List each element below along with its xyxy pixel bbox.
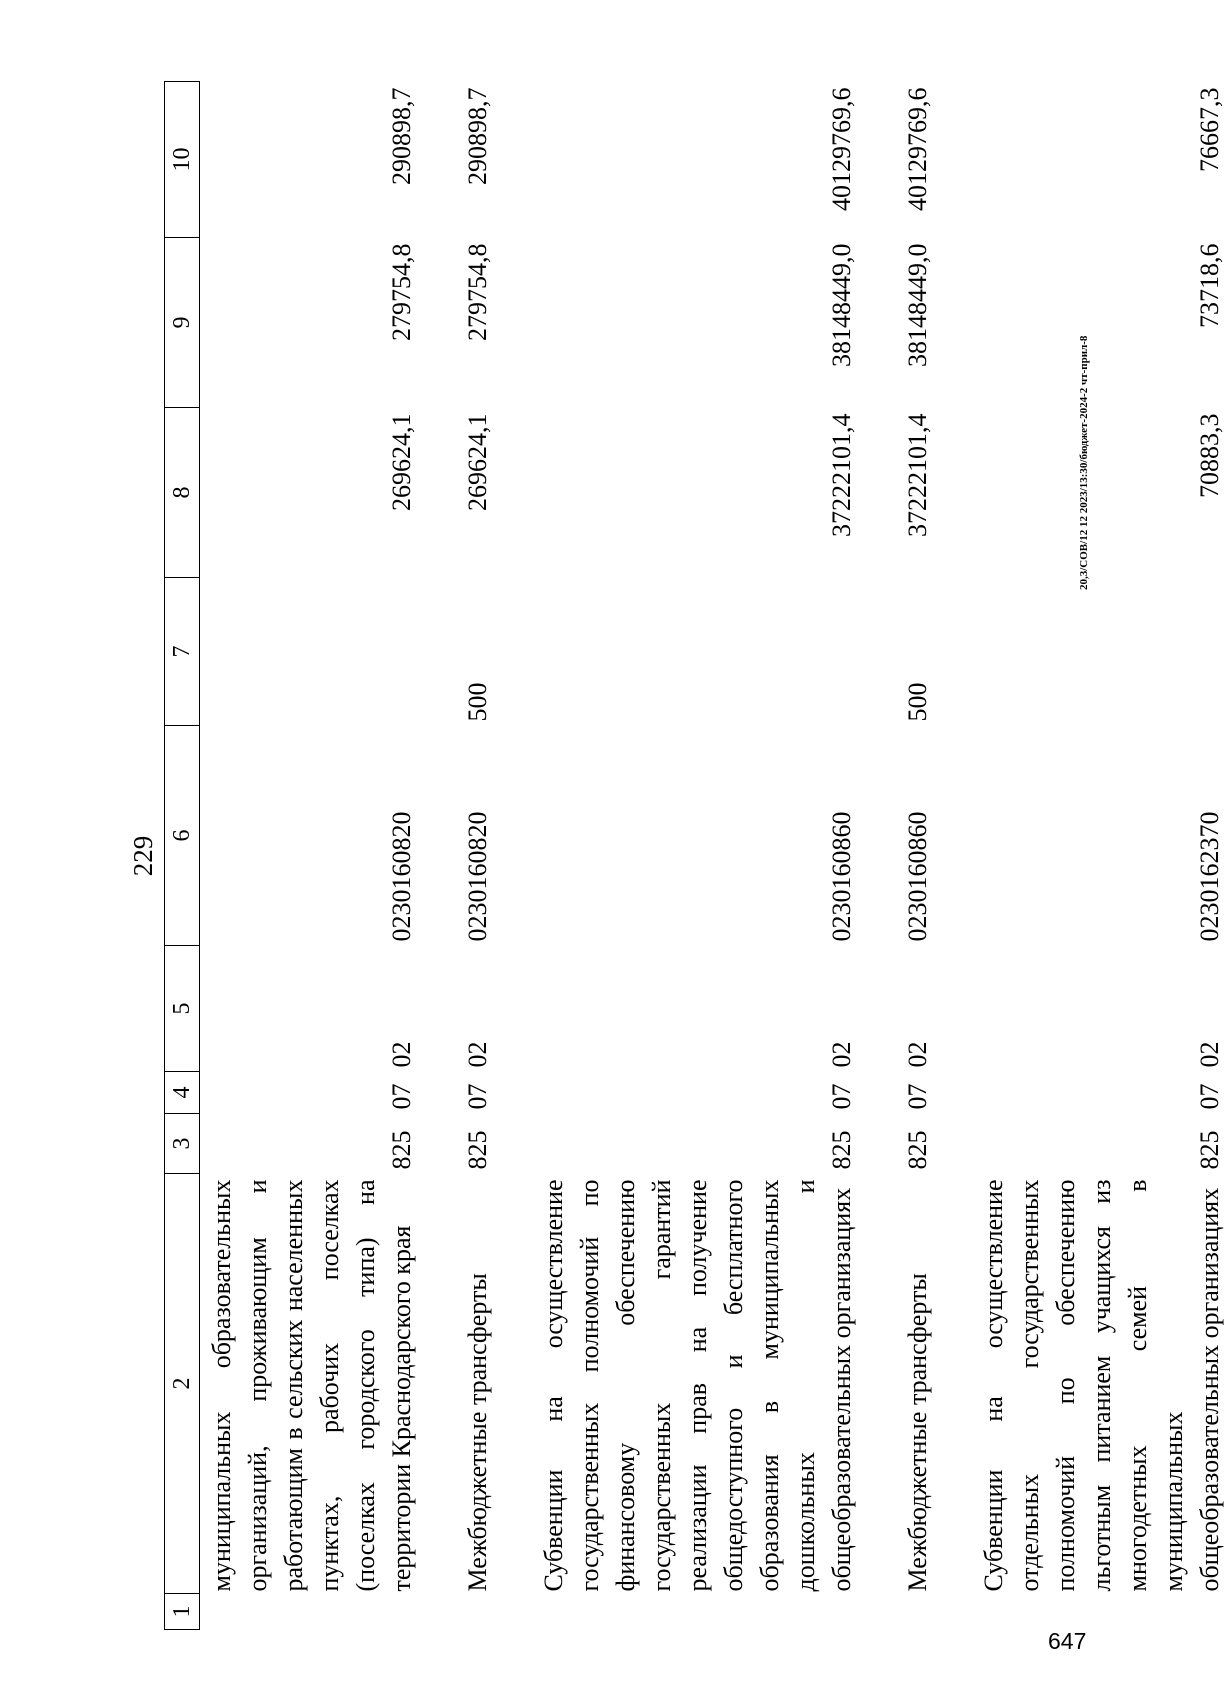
column-header: 10 <box>165 82 200 238</box>
cell-c6: 0230160820 <box>463 811 492 942</box>
sheet-number: 647 <box>1048 1628 1087 1654</box>
row-spacer <box>496 82 536 1630</box>
cell-c6: 0230160820 <box>387 811 416 942</box>
cell-c10: 290898,7 <box>463 87 492 185</box>
cell-c7: 500 <box>903 682 932 722</box>
cell-c10: 40129769,6 <box>827 87 856 211</box>
cell-c10: 290898,7 <box>387 87 416 185</box>
column-header: 5 <box>165 946 200 1072</box>
row-spacer <box>936 82 976 1630</box>
cell-c3: 825 <box>827 1130 856 1170</box>
budget-table <box>164 81 1228 1630</box>
cell-c7 <box>976 578 1228 726</box>
row-name: Межбюджетные трансферты <box>463 1273 492 1592</box>
column-header: 7 <box>165 578 200 726</box>
column-header: 8 <box>165 408 200 578</box>
cell-c8: 269624,1 <box>463 413 492 511</box>
table-row <box>900 82 936 1630</box>
row-name: Межбюджетные трансферты <box>903 1273 932 1592</box>
cell-c7 <box>200 578 421 726</box>
cell-c6: 0230160860 <box>827 811 856 942</box>
column-header: 1 <box>165 1594 200 1630</box>
cell-c8: 269624,1 <box>387 413 416 511</box>
column-header: 9 <box>165 238 200 408</box>
cell-c8: 37222101,4 <box>903 413 932 537</box>
cell-c4: 07 <box>1195 1083 1224 1110</box>
cell-c6: 0230160860 <box>903 811 932 942</box>
cell-c8: 70883,3 <box>1195 413 1224 498</box>
cell-c6: 0230162370 <box>1195 811 1224 942</box>
cell-c4: 07 <box>827 1083 856 1110</box>
cell-c4: 07 <box>903 1083 932 1110</box>
column-header: 4 <box>165 1072 200 1114</box>
cell-c9: 38148449,0 <box>903 243 932 367</box>
cell-c3: 825 <box>387 1130 416 1170</box>
table-row <box>460 82 496 1630</box>
cell-c3: 825 <box>463 1130 492 1170</box>
table-row <box>536 82 860 1630</box>
cell-c10: 40129769,6 <box>903 87 932 211</box>
cell-c9: 73718,6 <box>1195 243 1224 328</box>
row-name: Субвенции на осуществление отдельных государственных полномочий по обеспечению льготным питанием учащихся из многодетных семей в муниципальных общеобразовательных организациях <box>979 1179 1224 1592</box>
cell-c7: 500 <box>463 682 492 722</box>
document-footer-code: 20,3/СОВ/12 12 2023/13:30/бюджет-2024-2 чт-прил-8 <box>1078 335 1090 590</box>
row-name: муниципальных образовательных организаций, проживающим и работающим в сельских населенных пунктах, рабочих поселках (поселках городского типа) на территории Краснодарского края <box>207 1179 416 1592</box>
table-row <box>200 82 421 1630</box>
cell-c8: 37222101,4 <box>827 413 856 537</box>
cell-c4: 07 <box>387 1083 416 1110</box>
column-header: 6 <box>165 726 200 946</box>
cell-c10: 76667,3 <box>1195 87 1224 172</box>
column-header: 3 <box>165 1114 200 1174</box>
row-name: Субвенции на осуществление государственных полномочий по финансовому обеспечению государственных гарантий реализации прав на получение общедоступного и бесплатного образования в муниципальных дошкольных и общеобразовательных организациях <box>539 1179 856 1592</box>
cell-c5: 02 <box>387 1041 416 1068</box>
table-row <box>976 82 1228 1630</box>
cell-c9: 38148449,0 <box>827 243 856 367</box>
column-header: 2 <box>165 1174 200 1594</box>
cell-c9: 279754,8 <box>387 243 416 341</box>
cell-c3: 825 <box>903 1130 932 1170</box>
cell-c5: 02 <box>1195 1041 1224 1068</box>
cell-c7 <box>536 578 860 726</box>
row-spacer <box>420 82 460 1630</box>
cell-c5: 02 <box>903 1041 932 1068</box>
cell-c9: 279754,8 <box>463 243 492 341</box>
cell-c4: 07 <box>463 1083 492 1110</box>
page-number: 229 <box>128 835 158 877</box>
row-spacer <box>860 82 900 1630</box>
cell-c3: 825 <box>1195 1130 1224 1170</box>
cell-c5: 02 <box>463 1041 492 1068</box>
rotated-page-content <box>82 82 1224 1630</box>
cell-c5: 02 <box>827 1041 856 1068</box>
table-header-row <box>165 82 200 1630</box>
